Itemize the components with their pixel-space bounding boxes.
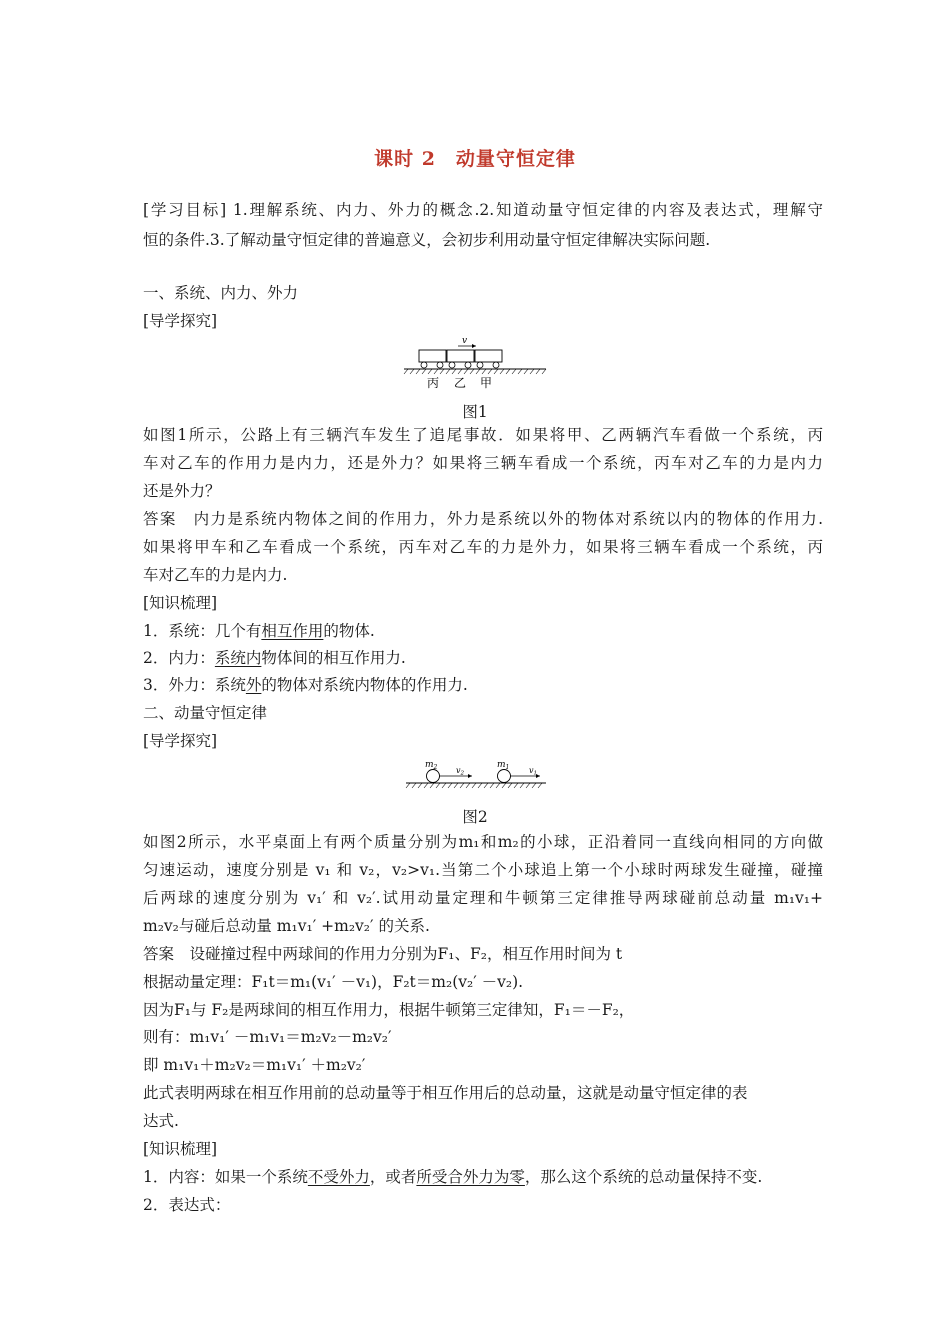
s2-question-line-4: m₂v₂与碰后总动量 m₁v₁′ +m₂v₂′ 的关系. bbox=[143, 917, 430, 935]
label-bing: 丙 bbox=[427, 376, 440, 390]
label-jia: 甲 bbox=[480, 376, 493, 390]
s1-item-1: 1．系统：几个有相互作用的物体. bbox=[143, 622, 375, 640]
figure-2-caption: 图2 bbox=[462, 808, 488, 826]
section1-guide-label: [导学探究] bbox=[143, 312, 218, 330]
section2-guide-label: [导学探究] bbox=[143, 732, 218, 750]
s1-answer-line-3: 车对乙车的力是内力. bbox=[143, 566, 288, 584]
s2-answer-line-4: 则有：m₁v₁′ －m₁v₁＝m₂v₂－m₂v₂′ bbox=[143, 1028, 392, 1046]
s2-item-1: 1．内容：如果一个系统不受外力，或者所受合外力为零，那么这个系统的总动量保持不变. bbox=[143, 1168, 763, 1186]
objectives-line-2: 恒的条件.3.了解动量守恒定律的普遍意义，会初步利用动量守恒定律解决实际问题. bbox=[143, 231, 711, 249]
s1-answer-line-2: 如果将甲车和乙车看成一个系统，丙车对乙车的力是外力，如果将三辆车看成一个系统，丙 bbox=[143, 538, 823, 556]
car-jia bbox=[475, 350, 502, 362]
figure-2-balls-diagram bbox=[400, 757, 550, 797]
label-yi: 乙 bbox=[454, 376, 467, 390]
section1-heading: 一、系统、内力、外力 bbox=[143, 284, 299, 302]
s2-item-2: 2．表达式： bbox=[143, 1196, 231, 1214]
page-title: 课时 2 动量守恒定律 bbox=[374, 148, 576, 170]
s1-question-line-2: 车对乙车的作用力是内力，还是外力？如果将三辆车看成一个系统，丙车对乙车的力是内力 bbox=[143, 454, 823, 472]
s2-question-line-1: 如图2所示，水平桌面上有两个质量分别为m₁和m₂的小球，正沿着同一直线向相同的方向做 bbox=[143, 833, 823, 851]
objectives-line-1: [学习目标] 1.理解系统、内力、外力的概念.2.知道动量守恒定律的内容及表达式，理解守 bbox=[143, 201, 823, 219]
s2-answer-line-1: 答案 设碰撞过程中两球间的作用力分别为F₁、F₂，相互作用时间为 t bbox=[143, 945, 623, 963]
s2-answer-line-7: 达式. bbox=[143, 1112, 179, 1130]
s1-question-line-3: 还是外力？ bbox=[143, 482, 221, 500]
s1-knowledge-label: [知识梳理] bbox=[143, 594, 218, 612]
s1-question-line-1: 如图1所示，公路上有三辆汽车发生了追尾事故．如果将甲、乙两辆汽车看做一个系统，丙 bbox=[143, 426, 823, 444]
s1-answer-line-1: 答案 内力是系统内物体之间的作用力，外力是系统以外的物体对系统以内的物体的作用力. bbox=[143, 510, 823, 528]
s2-answer-line-6: 此式表明两球在相互作用前的总动量等于相互作用后的总动量，这就是动量守恒定律的表 bbox=[143, 1084, 748, 1102]
v2-label: v2 bbox=[456, 766, 465, 777]
figure-1-cars-diagram bbox=[400, 335, 550, 393]
m1-label: $m_1$ bbox=[497, 760, 510, 771]
s1-item-3: 3．外力：系统外的物体对系统内物体的作用力. bbox=[143, 676, 468, 694]
figure-1-caption: 图1 bbox=[462, 403, 488, 421]
car-bing bbox=[419, 350, 446, 362]
s2-question-line-2: 匀速运动，速度分别是 v₁ 和 v₂，v₂>v₁.当第二个小球追上第一个小球时两球发生碰撞，碰撞 bbox=[143, 861, 823, 879]
s2-answer-line-2: 根据动量定理：F₁t＝m₁(v₁′ －v₁)，F₂t＝m₂(v₂′ －v₂). bbox=[143, 973, 524, 991]
ball-2 bbox=[427, 770, 440, 783]
section2-heading: 二、动量守恒定律 bbox=[143, 704, 268, 722]
car-yi bbox=[447, 350, 474, 362]
v1-label: v1 bbox=[529, 766, 538, 777]
s2-answer-line-3: 因为F₁与 F₂是两球间的相互作用力，根据牛顿第三定律知，F₁＝－F₂， bbox=[143, 1001, 635, 1019]
s1-item-2: 2．内力：系统内物体间的相互作用力. bbox=[143, 649, 406, 667]
s2-answer-line-5: 即 m₁v₁＋m₂v₂＝m₁v₁′ ＋m₂v₂′ bbox=[143, 1056, 366, 1074]
m2-label: $m_2$ bbox=[425, 760, 438, 771]
s2-question-line-3: 后两球的速度分别为 v₁′ 和 v₂′.试用动量定理和牛顿第三定律推导两球碰前总动量 m₁v₁+ bbox=[143, 889, 823, 907]
ball-1 bbox=[498, 770, 511, 783]
s2-knowledge-label: [知识梳理] bbox=[143, 1140, 218, 1158]
velocity-label: v bbox=[462, 336, 468, 346]
